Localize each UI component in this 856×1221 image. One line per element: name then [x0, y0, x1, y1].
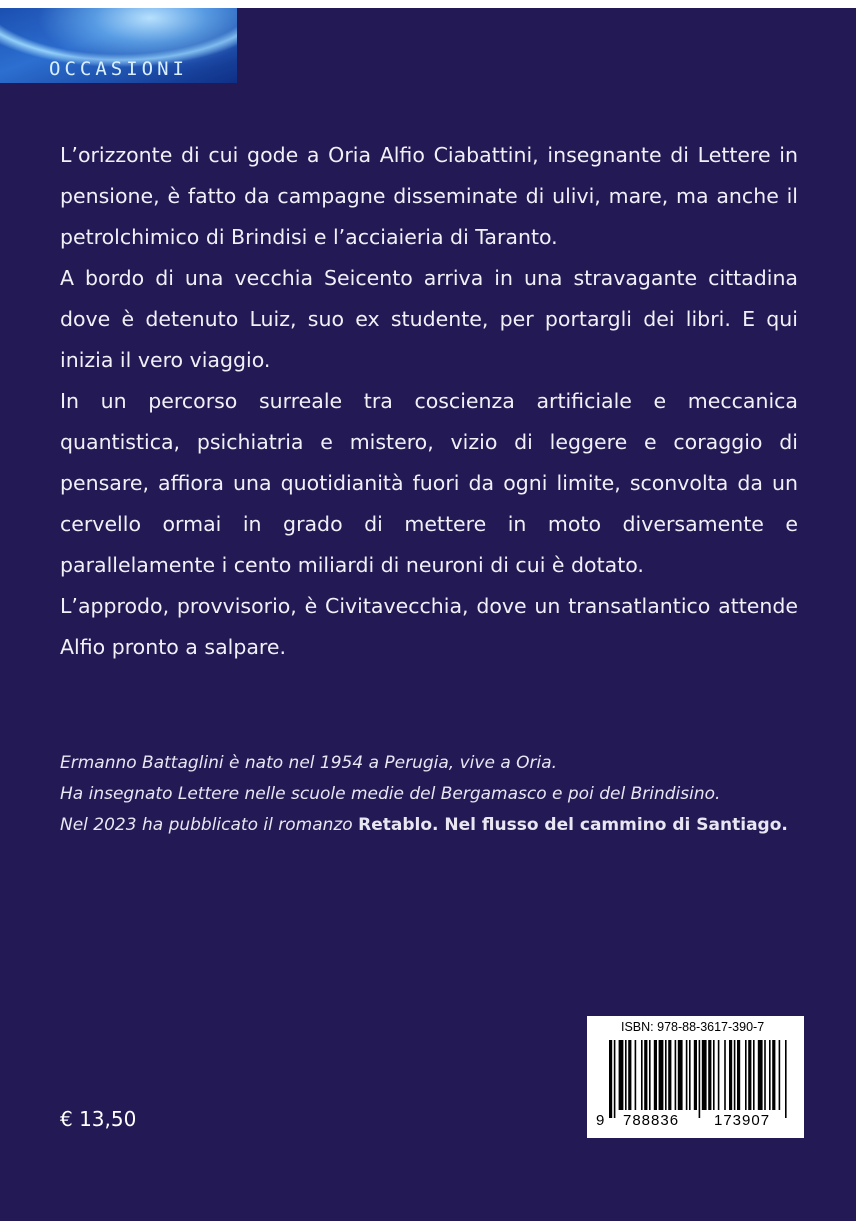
barcode-bar: [659, 1040, 664, 1110]
barcode-bar: [689, 1040, 691, 1110]
barcode-digits-right: 173907: [714, 1112, 771, 1129]
barcode-digit-first: 9: [596, 1112, 605, 1129]
barcode-bar: [654, 1040, 657, 1110]
barcode-bar: [734, 1040, 736, 1110]
barcode-bar: [702, 1040, 707, 1110]
barcode-bar: [675, 1040, 677, 1110]
bio-line-prefix: Nel 2023 ha pubblicato il romanzo: [60, 815, 359, 835]
barcode-bar: [694, 1040, 697, 1110]
barcode-bar: [686, 1040, 688, 1110]
barcode-bar: [737, 1040, 740, 1110]
book-title-reference: Retablo. Nel flusso del cammino di Santiago.: [358, 815, 788, 835]
series-label: OCCASIONI: [49, 58, 188, 80]
isbn-barcode: [587, 1016, 804, 1138]
barcode-bar: [628, 1040, 631, 1110]
isbn-number: ISBN: 978-88-3617-390-7: [621, 1020, 765, 1034]
barcode-bar: [649, 1040, 651, 1110]
barcode-bar: [758, 1040, 763, 1110]
barcode-bar: [609, 1040, 612, 1118]
barcode-bar: [668, 1040, 671, 1110]
barcode-bar: [678, 1040, 683, 1110]
barcode-bar: [614, 1040, 616, 1118]
barcode-bar: [665, 1040, 667, 1110]
barcode-bar: [708, 1040, 711, 1110]
barcode-bar: [753, 1040, 755, 1110]
barcode-bar: [769, 1040, 771, 1110]
top-border: [0, 0, 856, 8]
blurb-paragraph: L’orizzonte di cui gode a Oria Alfio Ciabattini, insegnante di Lettere in pensione, è fatto da campagne disseminate di ulivi, mare, ma anche il petrolchimico di Brindisi e l’acciaieria di Taranto.: [60, 143, 798, 249]
barcode-bar: [635, 1040, 637, 1110]
barcode-bar: [699, 1040, 701, 1118]
barcode-digits-left: 788836: [623, 1112, 680, 1129]
price-label: € 13,50: [60, 1107, 137, 1131]
barcode-bar: [748, 1040, 751, 1110]
book-blurb: [60, 135, 798, 668]
barcode-bar: [779, 1040, 781, 1110]
barcode-bar: [713, 1040, 715, 1110]
barcode-bar: [619, 1040, 624, 1110]
barcode-bar: [745, 1040, 747, 1110]
barcode-bar: [641, 1040, 643, 1110]
barcode-digits: [587, 1112, 804, 1132]
blurb-paragraph: L’approdo, provvisorio, è Civitavecchia, dove un transatlantico attende Alfio pronto a salpare.: [60, 594, 798, 659]
bio-line: [60, 810, 820, 841]
barcode-bar: [785, 1040, 787, 1118]
series-badge: [0, 8, 237, 83]
blurb-paragraph: A bordo di una vecchia Seicento arriva in una stravagante cittadina dove è detenuto Luiz, suo ex studente, per portargli dei libri. E qui inizia il vero viaggio.: [60, 266, 798, 372]
barcode-bar: [764, 1040, 766, 1110]
barcode-bar: [718, 1040, 720, 1110]
barcode-bar: [729, 1040, 732, 1110]
barcode-bars: [597, 1040, 795, 1118]
barcode-bar: [644, 1040, 647, 1110]
bio-line: Ermanno Battaglini è nato nel 1954 a Perugia, vive a Oria.: [60, 753, 558, 773]
author-bio: [60, 748, 820, 841]
barcode-bar: [724, 1040, 726, 1110]
barcode-bar: [772, 1040, 775, 1110]
barcode-bar: [625, 1040, 627, 1110]
blurb-paragraph: In un percorso surreale tra coscienza artificiale e meccanica quantistica, psichiatria e mistero, vizio di leggere e coraggio di pensare, affiora una quotidianità fuori da ogni limite, sconvolta da un cervello ormai in grado di mettere in moto diversamente e parallelamente i cento miliardi di neuroni di cui è dotato.: [60, 389, 798, 577]
bio-line: Ha insegnato Lettere nelle scuole medie del Bergamasco e poi del Brindisino.: [60, 784, 721, 804]
